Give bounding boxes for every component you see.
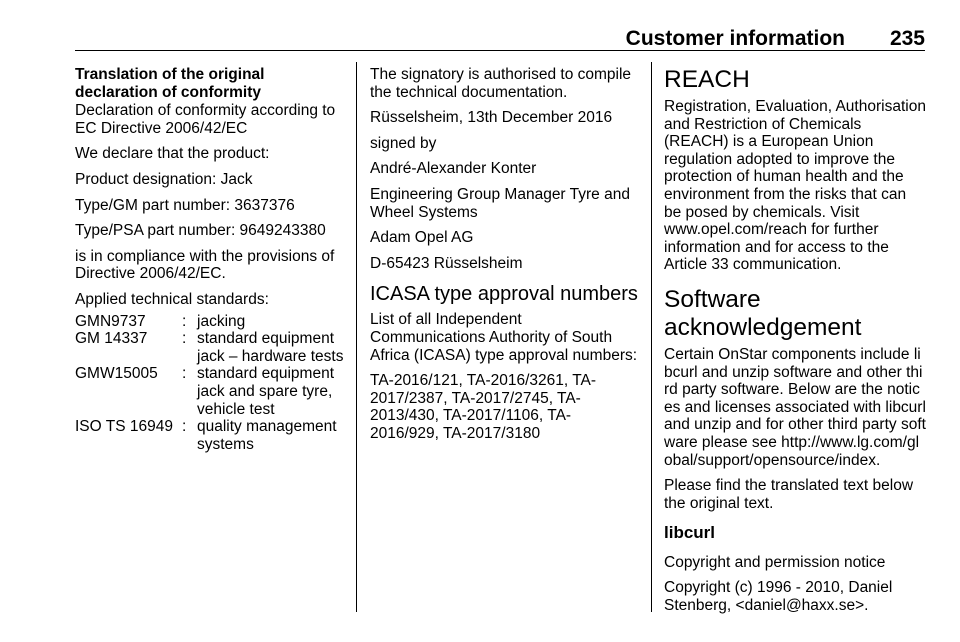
paragraph: Type/PSA part number: 9649243380: [75, 222, 326, 240]
page-title: Customer information: [625, 27, 845, 50]
standard-description: jacking: [197, 312, 246, 330]
icasa-numbers: TA-2016/121, TA-2016/3261, TA-2017/2387, TA-2017/2745, TA-2013/430, TA-2017/1106, TA-2016/929, TA-2017/3180: [370, 372, 597, 442]
paragraph: Product designation: Jack: [75, 170, 253, 188]
paragraph: André-Alexander Konter: [370, 160, 537, 178]
paragraph: We declare that the product:: [75, 145, 270, 163]
standard-code: GMN9737: [75, 312, 146, 330]
column-1: [75, 66, 347, 453]
paragraph: signed by: [370, 134, 437, 152]
standard-description: quality management systems: [197, 418, 337, 453]
standard-separator: :: [182, 418, 187, 436]
standard-code: GM 14337: [75, 330, 148, 348]
table-row: [75, 330, 347, 365]
paragraph: The signatory is authorised to compile the technical documentation.: [370, 66, 632, 101]
column-2: [370, 66, 638, 451]
paragraph: Engineering Group Manager Tyre and Wheel Systems: [370, 185, 630, 221]
page-header: [75, 18, 925, 51]
table-row: [75, 365, 347, 418]
standard-separator: :: [182, 330, 187, 348]
icasa-heading: ICASA type approval numbers: [370, 283, 638, 306]
standard-description: standard equipment jack – hardware tests: [197, 330, 344, 365]
libcurl-heading: libcurl: [664, 523, 716, 543]
standard-code: ISO TS 16949: [75, 418, 173, 436]
translated-note: Please find the translated text below the original text.: [664, 477, 914, 512]
paragraph: Adam Opel AG: [370, 229, 474, 247]
paragraph: Rüsselsheim, 13th December 2016: [370, 109, 613, 127]
paragraph: Type/GM part number: 3637376: [75, 196, 295, 214]
paragraph: is in compliance with the provisions of Directive 2006/42/EC.: [75, 247, 335, 283]
standard-separator: :: [182, 312, 187, 330]
column-divider-2: [651, 62, 652, 612]
paragraph: Applied technical standards:: [75, 290, 269, 308]
standard-description: standard equipment jack and spare tyre, vehicle test: [197, 365, 335, 418]
paragraph: D-65423 Rüsselsheim: [370, 254, 523, 272]
icasa-intro: List of all Independent Communications Authority of South Africa (ICASA) type approval numbers:: [370, 311, 638, 364]
column-divider-1: [356, 62, 357, 612]
table-row: [75, 418, 347, 453]
software-heading: Software acknowledgement: [664, 285, 862, 341]
copyright-title: Copyright and permission notice: [664, 553, 886, 571]
column-3: [664, 66, 926, 623]
standard-separator: :: [182, 365, 187, 383]
software-text: Certain OnStar components include libcurl and unzip software and other third party software. Below are the notices and licenses associated with libcurl and unzip and for other third party software please see http://www.lg.com/global/support/opensource/index.: [664, 345, 926, 469]
declaration-heading: Translation of the original declaration of conformity: [75, 66, 265, 101]
reach-heading: REACH: [664, 66, 750, 93]
reach-text: Registration, Evaluation, Authorisation and Restriction of Chemicals (REACH) is a European Union regulation adopted to improve the protection of human health and the environment from the risks that can be posed by chemicals. Visit www.opel.com/reach for further information and for access to the Article 33 communication.: [664, 98, 926, 274]
table-row: [75, 313, 347, 331]
standards-table: [75, 313, 347, 454]
copyright-text: Copyright (c) 1996 - 2010, Daniel Stenberg, <daniel@haxx.se>.: [664, 579, 893, 615]
standard-code: GMW15005: [75, 365, 158, 383]
paragraph: Declaration of conformity according to EC Directive 2006/42/EC: [75, 102, 336, 137]
page-number: 235: [889, 27, 925, 50]
